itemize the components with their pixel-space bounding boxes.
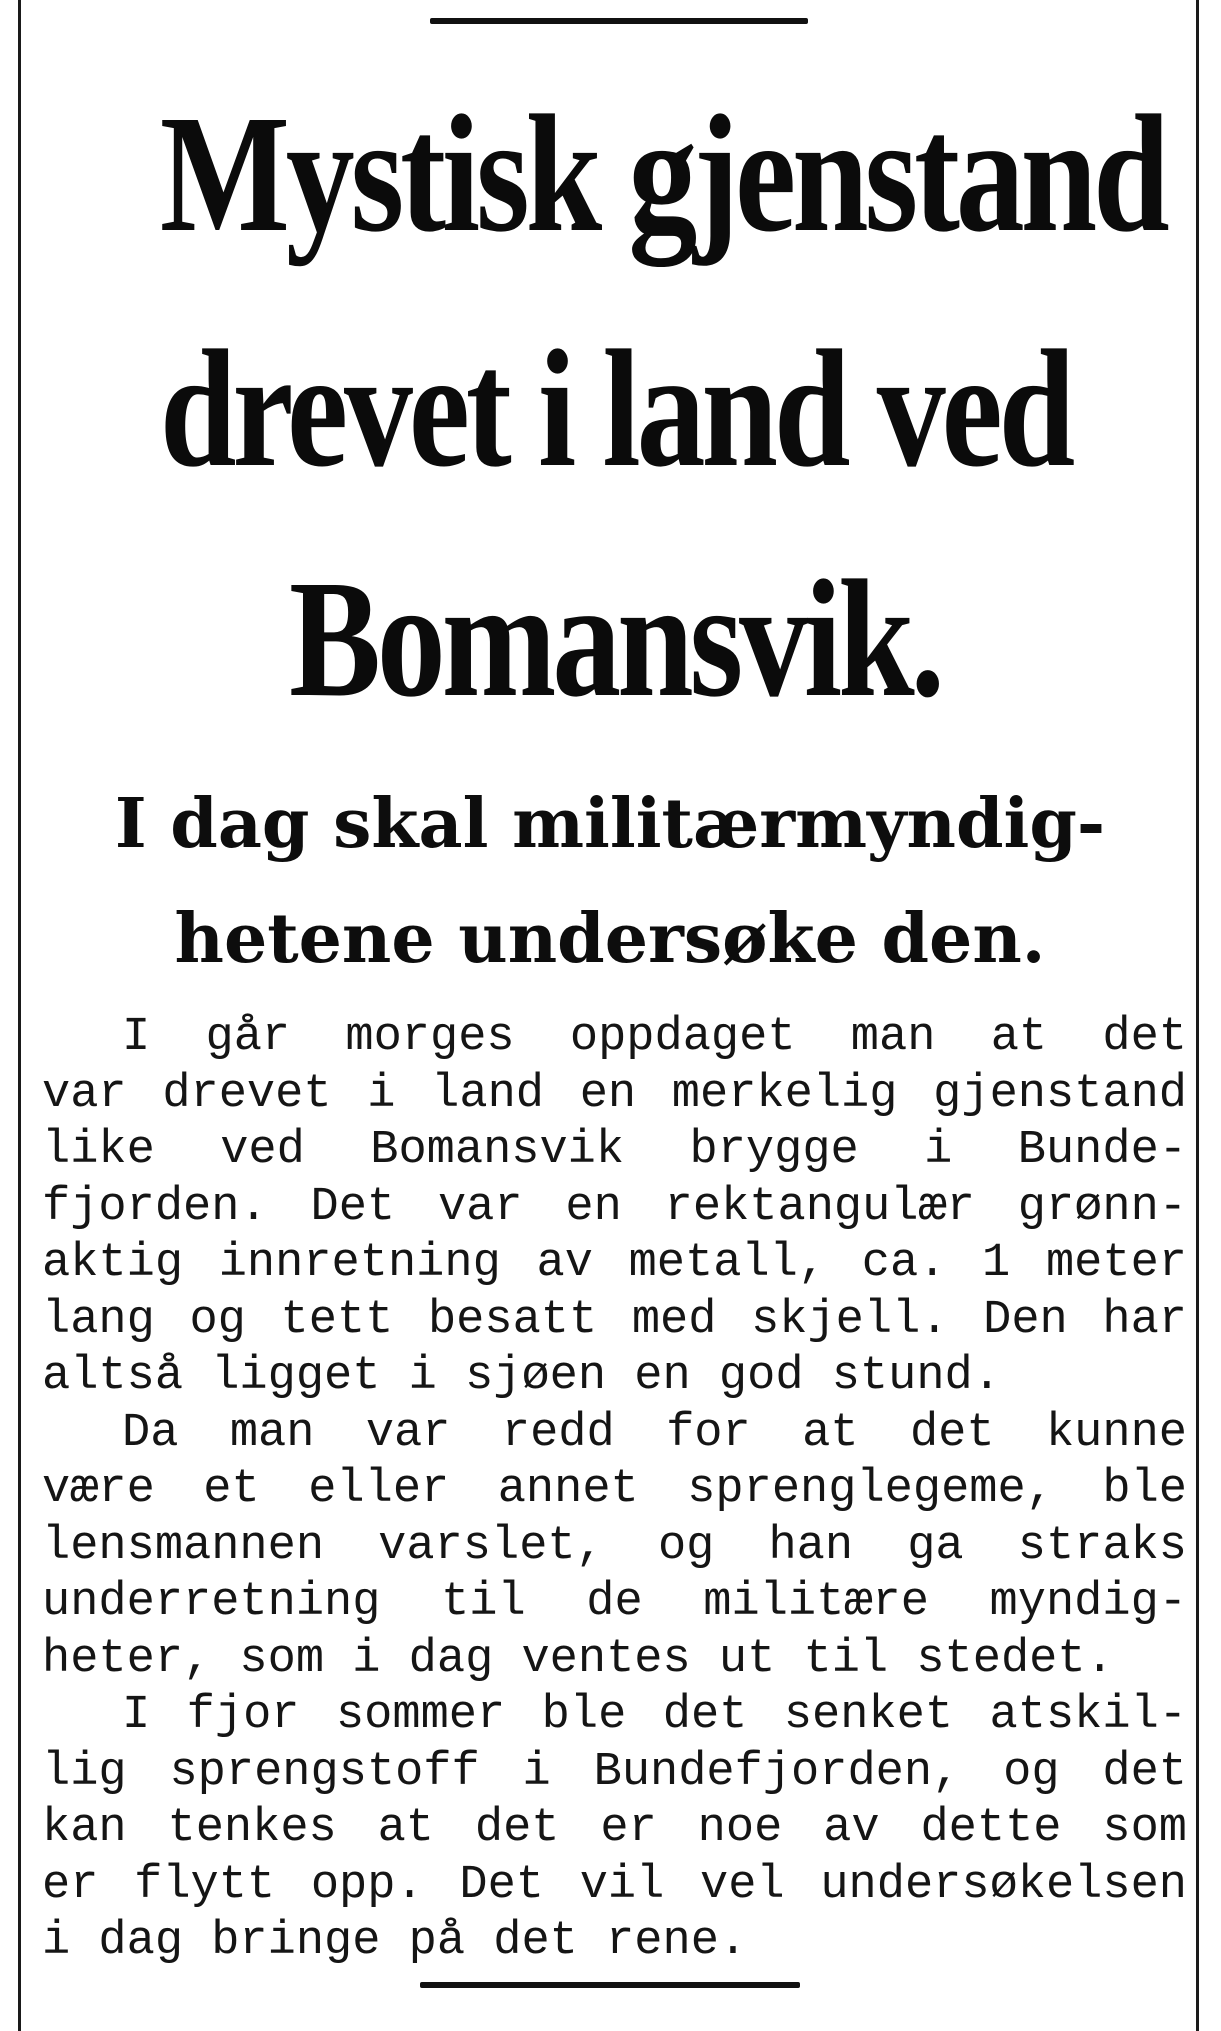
bottom-rule [420, 1982, 800, 1988]
headline-line-1: Mystisk gjenstand [159, 81, 1166, 267]
body-line: I fjor sommer ble det senket atskil- [122, 1689, 1187, 1742]
body-line: var drevet i land en merkelig gjenstand [42, 1067, 1187, 1121]
body-line: kan tenkes at det er noe av dette som [42, 1802, 1187, 1855]
subheadline-line-1: I dag skal militærmyndig- [114, 784, 1106, 864]
body-line: være et eller annet sprenglegeme, ble [42, 1463, 1187, 1516]
body-line: i dag bringe på det rene. [42, 1915, 748, 1968]
body-line: underretning til de militære myndig- [42, 1576, 1187, 1629]
body-line: aktig innretning av metall, ca. 1 meter [42, 1237, 1187, 1290]
body-line: I går morges oppdaget man at det [122, 1011, 1187, 1064]
body-line: Da man var redd for at det kunne [122, 1406, 1187, 1460]
headline-line-3: Bomansvik. [289, 546, 941, 732]
body-line: heter, som i dag ventes ut til stedet. [42, 1632, 1114, 1686]
body-line: lang og tett besatt med skjell. Den har [42, 1293, 1187, 1347]
paragraph-2 [42, 1406, 1187, 1689]
headline-line-2: drevet i land ved [159, 316, 1072, 502]
top-rule [430, 18, 808, 24]
article-body [42, 1010, 1187, 1971]
body-line: altså ligget i sjøen en god stund. [42, 1350, 1001, 1403]
paragraph-1 [42, 1010, 1187, 1406]
paragraph-3 [42, 1688, 1187, 1971]
body-line: er flytt opp. Det vil vel undersøkelsen [42, 1858, 1187, 1912]
body-line: lig sprengstoff i Bundefjorden, og det [42, 1745, 1187, 1799]
body-line: fjorden. Det var en rektangulær grønn- [42, 1180, 1187, 1234]
body-line: lensmannen varslet, og han ga straks [42, 1519, 1187, 1573]
subheadline-line-2: hetene undersøke den. [174, 899, 1046, 979]
body-line: like ved Bomansvik brygge i Bunde- [42, 1124, 1187, 1177]
